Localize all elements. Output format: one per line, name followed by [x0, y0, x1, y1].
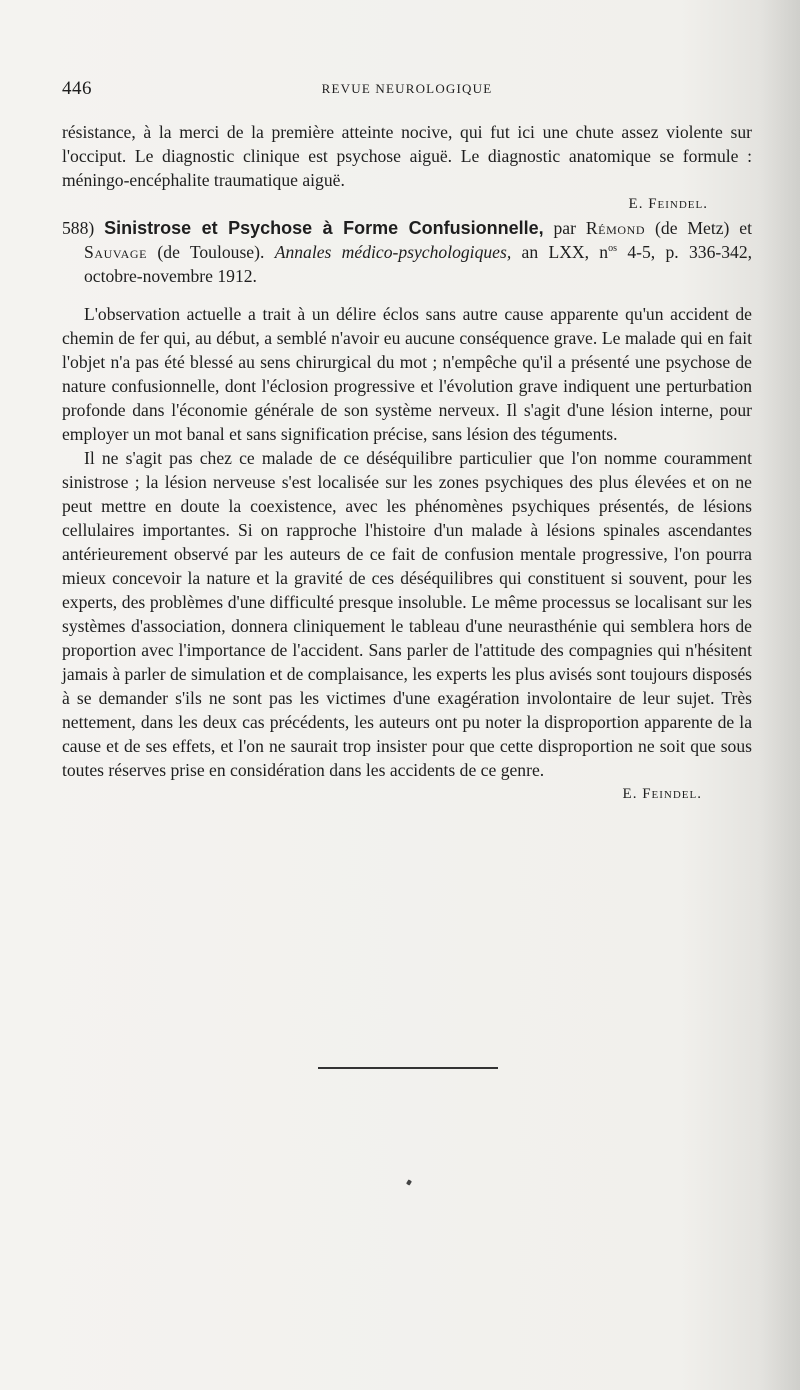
entry-volume-post: 4-5, p. 336-342, octobre-novembre 1912.	[84, 242, 753, 286]
entry-author-1-place: (de Metz) et	[655, 218, 752, 238]
page-number: 446	[62, 78, 92, 99]
entry-author-2-place: (de Toulouse).	[157, 242, 265, 262]
entry-signature: E. Feindel.	[622, 786, 702, 802]
entry-by: par	[553, 218, 576, 238]
entry-paragraph-1: L'observation actuelle a trait à un délire éclos sans autre cause apparente qu'un accident de chemin de fer qui, au début, a semblé n'avoir eu aucune conséquence grave. Le malade qui en fait l'objet n'a pas été blessé au sens chirurgical du mot ; n'empêche qu'il a présenté une psychose de nature confusionnelle, dont l'éclosion progressive et l'évolution grave indiquent une perturbation profonde dans l'économie générale de son système nerveux. Il s'agit d'une lésion interne, pour employer un mot banal et sans signification précise, sans lésion des téguments.	[62, 304, 752, 444]
entry-number: 588)	[62, 218, 95, 238]
page-body	[62, 120, 752, 806]
ink-speck	[406, 1179, 412, 1185]
entry-journal: Annales médico-psychologiques,	[274, 242, 512, 262]
entry-volume-sup: os	[608, 243, 618, 255]
continuation-paragraph: résistance, à la merci de la première atteinte nocive, qui fut ici une chute assez violente sur l'occiput. Le diagnostic clinique est psychose aiguë. Le diagnostic anatomique se formule : méningo-encéphalite traumatique aiguë.	[62, 122, 752, 190]
entry-volume-pre: an LXX, n	[521, 242, 609, 262]
entry-author-1: Rémond	[585, 218, 646, 238]
page-header	[62, 78, 752, 102]
entry-title: Sinistrose et Psychose à Forme Confusionnelle,	[104, 218, 544, 238]
continuation-signature: E. Feindel.	[628, 196, 708, 212]
running-title: REVUE NEUROLOGIQUE	[321, 81, 493, 96]
entry-heading	[62, 216, 752, 288]
entry-author-2: Sauvage	[84, 242, 148, 262]
section-rule	[318, 1067, 498, 1069]
entry-paragraph-2: Il ne s'agit pas chez ce malade de ce déséquilibre particulier que l'on nomme couramment sinistrose ; la lésion nerveuse s'est localisée sur les zones psychiques des plus élevées et on ne peut mettre en doute la coexistence, avec les phénomènes psychiques présentés, de lésions cellulaires importantes. Si on rapproche l'histoire d'un malade à lésions spinales ascendantes antérieurement observé par les auteurs de ce fait de confusion mentale progressive, l'on pourra mieux concevoir la nature et la gravité de ces déséquilibres qui constituent si souvent, pour les experts, des problèmes d'une difficulté presque insoluble. Le même processus se localisant sur les systèmes d'association, donnera cliniquement le tableau d'une neurasthénie qui semblera hors de proportion avec l'importance de l'accident. Sans parler de l'attitude des compagnies qui n'hésitent jamais à parler de simulation et de complaisance, les experts les plus avisés sont toujours disposés à se demander s'ils ne sont pas les victimes d'une exagération involontaire de leur sujet. Très nettement, dans les deux cas précédents, les auteurs ont pu noter la disproportion apparente de la cause et de ses effets, et l'on ne saurait trop insister pour que cette disproportion ne soit que sous toutes réserves prise en considération dans les accidents de ce genre.	[62, 448, 752, 780]
